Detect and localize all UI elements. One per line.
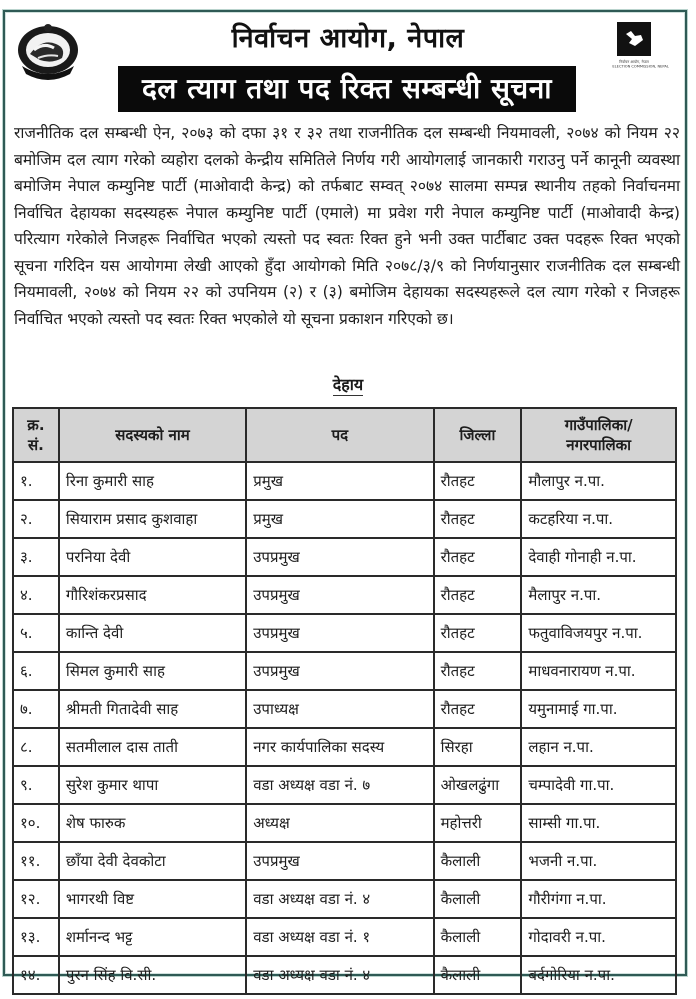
cell-member-name: सियाराम प्रसाद कुशवाहा	[59, 500, 246, 538]
annex-heading-text: देहाय	[332, 375, 364, 394]
table-header-row	[13, 408, 676, 462]
cell-municipality: फतुवाविजयपुर न.पा.	[521, 614, 676, 652]
members-table-body	[13, 462, 676, 994]
cell-district: कैलाली	[434, 956, 522, 994]
cell-member-name: छाँया देवी देवकोटा	[59, 842, 246, 880]
table-row	[13, 652, 676, 690]
cell-post: उपप्रमुख	[246, 538, 433, 576]
cell-serial-number: ७.	[13, 690, 59, 728]
ec-logo-caption-english: ELECTION COMMISSION, NEPAL	[612, 64, 669, 69]
table-row	[13, 690, 676, 728]
cell-municipality: साम्सी गा.पा.	[521, 804, 676, 842]
cell-serial-number: ६.	[13, 652, 59, 690]
cell-member-name: सिमल कुमारी साह	[59, 652, 246, 690]
cell-member-name: सतमीलाल दास ताती	[59, 728, 246, 766]
table-row	[13, 804, 676, 842]
cell-member-name: शेष फारुक	[59, 804, 246, 842]
cell-municipality: चम्पादेवी गा.पा.	[521, 766, 676, 804]
table-row	[13, 500, 676, 538]
cell-post: वडा अध्यक्ष वडा नं. ७	[246, 766, 433, 804]
cell-member-name: गौरिशंकरप्रसाद	[59, 576, 246, 614]
cell-municipality: गौरीगंगा न.पा.	[521, 880, 676, 918]
cell-municipality: मौलापुर न.पा.	[521, 462, 676, 500]
cell-post: उपाध्यक्ष	[246, 690, 433, 728]
cell-serial-number: १०.	[13, 804, 59, 842]
cell-serial-number: १४.	[13, 956, 59, 994]
cell-district: कैलाली	[434, 918, 522, 956]
cell-district: ओखलढुंगा	[434, 766, 522, 804]
table-row	[13, 576, 676, 614]
ec-logo-caption-nepali: निर्वाचन आयोग, नेपाल	[619, 59, 649, 64]
annex-heading	[0, 373, 696, 395]
cell-serial-number: ९.	[13, 766, 59, 804]
header-sn-line1: क्र.	[27, 416, 45, 434]
cell-district: सिरहा	[434, 728, 522, 766]
organization-title: निर्वाचन आयोग, नेपाल	[231, 23, 465, 54]
header-district: जिल्ला	[434, 408, 522, 462]
cell-post: उपप्रमुख	[246, 614, 433, 652]
cell-serial-number: ८.	[13, 728, 59, 766]
table-row	[13, 956, 676, 994]
cell-post: वडा अध्यक्ष वडा नं. १	[246, 918, 433, 956]
cell-member-name: कान्ति देवी	[59, 614, 246, 652]
header-post: पद	[246, 408, 433, 462]
cell-municipality: मैलापुर न.पा.	[521, 576, 676, 614]
cell-municipality: माधवनारायण न.पा.	[521, 652, 676, 690]
cell-serial-number: १२.	[13, 880, 59, 918]
cell-district: रौतहट	[434, 462, 522, 500]
cell-post: वडा अध्यक्ष वडा नं. ४	[246, 956, 433, 994]
cell-member-name: सुरेश कुमार थापा	[59, 766, 246, 804]
cell-post: उपप्रमुख	[246, 652, 433, 690]
cell-serial-number: १.	[13, 462, 59, 500]
table-row	[13, 880, 676, 918]
cell-member-name: परनिया देवी	[59, 538, 246, 576]
notice-body-paragraph: राजनीतिक दल सम्बन्धी ऐन, २०७३ को दफा ३१ र ३२ तथा राजनीतिक दल सम्बन्धी नियमावली, २०७४ को नियम २२ बमोजिम दल त्याग गरेको व्यहोरा दलको केन्द्रीय समितिले निर्णय गरी आयोगलाई जानकारी गराउनु पर्ने कानूनी व्यवस्था बमोजिम नेपाल कम्युनिष्ट पार्टी (माओवादी केन्द्र) को तर्फबाट सम्वत् २०७४ सालमा सम्पन्न स्थानीय तहको निर्वाचनमा निर्वाचित देहायका सदस्यहरू नेपाल कम्युनिष्ट पार्टी (एमाले) मा प्रवेश गरी नेपाल कम्युनिष्ट पार्टी (माओवादी केन्द्र) परित्याग गरेकोले निजहरू निर्वाचित भएको त्यस्तो पद स्वतः रिक्त हुने भनी उक्त पार्टीबाट उक्त पदहरू रिक्त भएको सूचना गरिदिन यस आयोगमा लेखी आएको हुँदा आयोगको मिति २०७८/३/९ को निर्णयानुसार राजनीतिक दल सम्बन्धी नियमावली, २०७४ को नियम २२ को उपनियम (२) र (३) बमोजिम देहायका सदस्यहरूले दल त्याग गरेको र निजहरू निर्वाचित भएको त्यस्तो पद स्वतः रिक्त भएकोले यो सूचना प्रकाशन गरिएको छ।	[14, 124, 680, 328]
cell-post: उपप्रमुख	[246, 842, 433, 880]
cell-post: अध्यक्ष	[246, 804, 433, 842]
cell-post: वडा अध्यक्ष वडा नं. ४	[246, 880, 433, 918]
cell-serial-number: १३.	[13, 918, 59, 956]
table-row	[13, 842, 676, 880]
cell-serial-number: ३.	[13, 538, 59, 576]
cell-member-name: श्रीमती गितादेवी साह	[59, 690, 246, 728]
cell-municipality: देवाही गोनाही न.पा.	[521, 538, 676, 576]
cell-district: रौतहट	[434, 690, 522, 728]
cell-district: कैलाली	[434, 880, 522, 918]
cell-post: प्रमुख	[246, 500, 433, 538]
cell-district: रौतहट	[434, 652, 522, 690]
cell-post: प्रमुख	[246, 462, 433, 500]
cell-district: रौतहट	[434, 576, 522, 614]
table-row	[13, 538, 676, 576]
header-municipality	[521, 408, 676, 462]
header-municipality-line2: नगरपालिका	[566, 436, 632, 454]
table-row	[13, 766, 676, 804]
table-row	[13, 918, 676, 956]
cell-post: नगर कार्यपालिका सदस्य	[246, 728, 433, 766]
cell-serial-number: ५.	[13, 614, 59, 652]
cell-municipality: लहान न.पा.	[521, 728, 676, 766]
table-row	[13, 728, 676, 766]
notice-title-banner: दल त्याग तथा पद रिक्त सम्बन्धी सूचना	[118, 66, 576, 112]
table-row	[13, 614, 676, 652]
cell-serial-number: ११.	[13, 842, 59, 880]
members-table	[12, 407, 677, 995]
table-row	[13, 462, 676, 500]
header-sn-line2: सं.	[27, 436, 44, 454]
cell-municipality: गोदावरी न.पा.	[521, 918, 676, 956]
header-member-name: सदस्यको नाम	[59, 408, 246, 462]
cell-district: रौतहट	[434, 538, 522, 576]
cell-post: उपप्रमुख	[246, 576, 433, 614]
cell-district: महोत्तरी	[434, 804, 522, 842]
cell-serial-number: २.	[13, 500, 59, 538]
cell-municipality: कटहरिया न.पा.	[521, 500, 676, 538]
cell-municipality: यमुनामाई गा.पा.	[521, 690, 676, 728]
cell-district: कैलाली	[434, 842, 522, 880]
ec-logo-caption	[612, 59, 669, 69]
cell-member-name: भागरथी विष्ट	[59, 880, 246, 918]
cell-member-name: शर्मानन्द भट्ट	[59, 918, 246, 956]
cell-district: रौतहट	[434, 500, 522, 538]
cell-municipality: बर्दगोरिया न.पा.	[521, 956, 676, 994]
cell-member-name: रिना कुमारी साह	[59, 462, 246, 500]
cell-municipality: भजनी न.पा.	[521, 842, 676, 880]
header-municipality-line1: गाउँपालिका/	[564, 416, 633, 434]
cell-serial-number: ४.	[13, 576, 59, 614]
cell-member-name: पुरन सिंह वि.सी.	[59, 956, 246, 994]
cell-district: रौतहट	[434, 614, 522, 652]
header-serial-number	[13, 408, 59, 462]
